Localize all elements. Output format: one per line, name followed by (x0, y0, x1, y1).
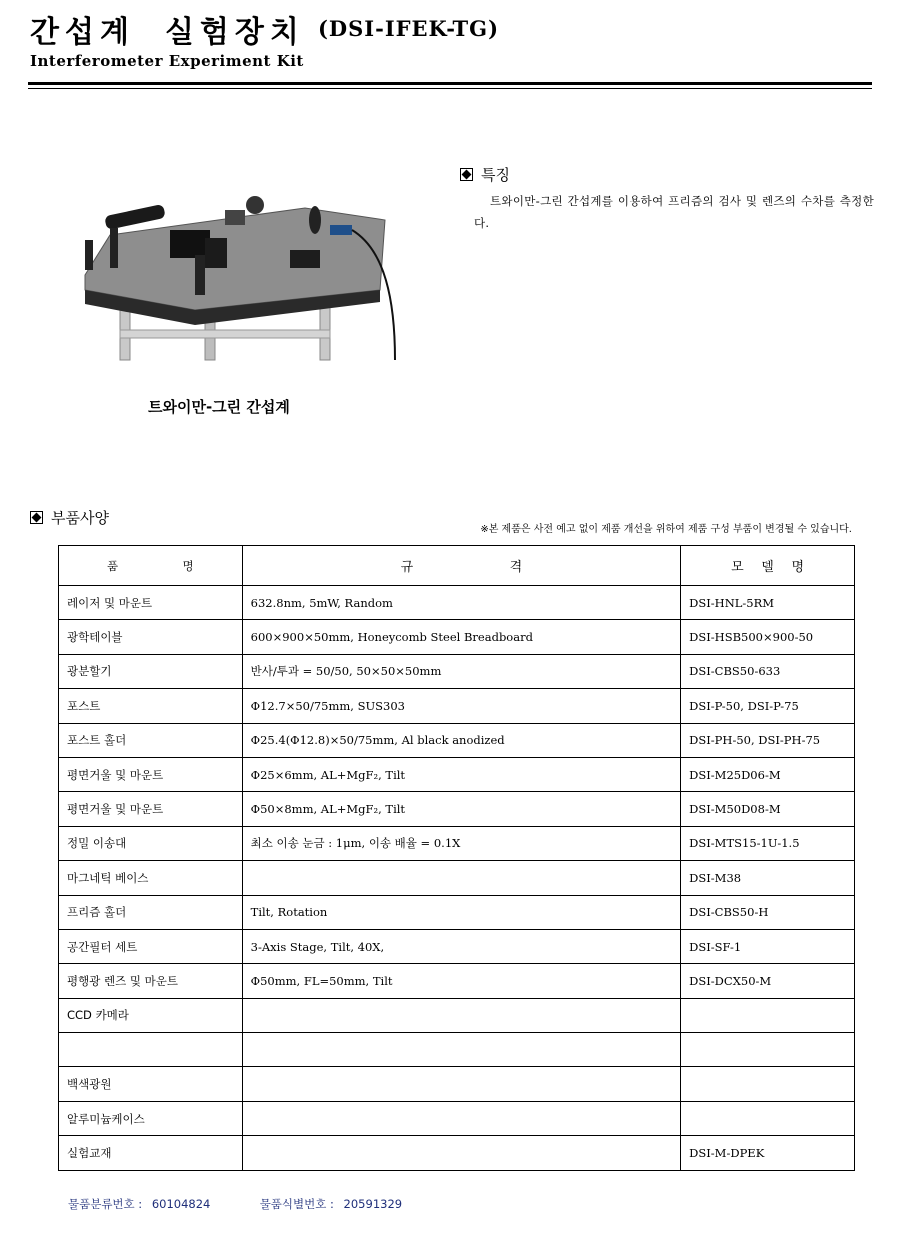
cell-spec: Φ25×6mm, AL+MgF₂, Tilt (242, 757, 681, 791)
cell-spec (242, 998, 681, 1032)
diamond-bullet-icon (30, 511, 43, 524)
parts-table (58, 545, 855, 1171)
cell-spec: Φ50×8mm, AL+MgF₂, Tilt (242, 792, 681, 826)
cell-item-name: 백색광원 (59, 1067, 243, 1101)
table-frame-bar (120, 330, 330, 338)
features-text: 트와이만-그린 간섭계를 이용하여 프리즘의 검사 및 렌즈의 수차를 측정한다. (474, 194, 874, 230)
stage (290, 250, 320, 268)
table-row (59, 723, 855, 757)
cell-spec: Φ25.4(Φ12.8)×50/75mm, Al black anodized (242, 723, 681, 757)
table-row (59, 826, 855, 860)
table-row (59, 998, 855, 1032)
header-item-name: 품 명 (59, 546, 243, 586)
cell-model (681, 998, 855, 1032)
title-korean-part-1: 간섭계 (30, 15, 135, 50)
table-row (59, 895, 855, 929)
title-rule-thin (28, 88, 872, 89)
cell-item-name: 평면거울 및 마운트 (59, 792, 243, 826)
mirror (246, 196, 264, 214)
cell-model: DSI-HSB500×900-50 (681, 620, 855, 654)
cell-spec: 600×900×50mm, Honeycomb Steel Breadboard (242, 620, 681, 654)
cell-spec: 3-Axis Stage, Tilt, 40X, (242, 929, 681, 963)
mount (225, 210, 245, 225)
table-row (59, 1067, 855, 1101)
cell-spec: Tilt, Rotation (242, 895, 681, 929)
parts-heading-label: 부품사양 (51, 509, 109, 527)
cell-item-name: 포스트 (59, 689, 243, 723)
table-row (59, 586, 855, 620)
table-header-row (59, 546, 855, 586)
cell-spec: 최소 이송 눈금 : 1μm, 이송 배율 = 0.1X (242, 826, 681, 860)
cell-item-name: 실험교재 (59, 1136, 243, 1170)
cell-spec: Φ50mm, FL=50mm, Tilt (242, 964, 681, 998)
post (110, 228, 118, 268)
title-korean (30, 14, 305, 52)
post (195, 255, 205, 295)
post (85, 240, 93, 270)
cell-item-name (59, 1033, 243, 1067)
class-number-value: 60104824 (151, 1197, 211, 1211)
mount (205, 238, 227, 268)
cell-item-name: 공간필터 세트 (59, 929, 243, 963)
laser-tube (104, 204, 166, 230)
table-row (59, 1033, 855, 1067)
table-row (59, 620, 855, 654)
table-row (59, 792, 855, 826)
cell-item-name: 마그네틱 베이스 (59, 861, 243, 895)
lens (309, 206, 321, 234)
cell-model: DSI-P-50, DSI-P-75 (681, 689, 855, 723)
page-title (30, 14, 499, 52)
cell-spec: Φ12.7×50/75mm, SUS303 (242, 689, 681, 723)
id-number-label: 물품식별번호 : (259, 1197, 334, 1211)
title-korean-part-2: 실험장치 (164, 15, 305, 50)
id-number-value: 20591329 (343, 1197, 403, 1211)
cell-item-name: 포스트 홀더 (59, 723, 243, 757)
camera (330, 225, 352, 235)
cell-model: DSI-M25D06-M (681, 757, 855, 791)
table-row (59, 1136, 855, 1170)
features-heading (460, 164, 510, 185)
cell-model: DSI-M38 (681, 861, 855, 895)
table-row (59, 861, 855, 895)
cell-spec (242, 1067, 681, 1101)
diamond-bullet-icon (460, 168, 473, 181)
cell-model: DSI-M50D08-M (681, 792, 855, 826)
cell-model: DSI-HNL-5RM (681, 586, 855, 620)
cell-item-name: 알루미늄케이스 (59, 1101, 243, 1135)
cell-model: DSI-MTS15-1U-1.5 (681, 826, 855, 860)
title-model-code: (DSI-IFEK-TG) (317, 16, 500, 41)
header-spec: 규 격 (242, 546, 681, 586)
cell-spec (242, 1136, 681, 1170)
table-row (59, 689, 855, 723)
cell-model: DSI-CBS50-633 (681, 654, 855, 688)
cell-spec (242, 861, 681, 895)
cell-model: DSI-CBS50-H (681, 895, 855, 929)
cell-item-name: 평행광 렌즈 및 마운트 (59, 964, 243, 998)
cell-model (681, 1033, 855, 1067)
class-number-label: 물품분류번호 : (68, 1197, 143, 1211)
photo-caption: 트와이만-그린 간섭계 (148, 398, 290, 416)
cell-item-name: 광학테이블 (59, 620, 243, 654)
cell-model: DSI-DCX50-M (681, 964, 855, 998)
cell-item-name: 평면거울 및 마운트 (59, 757, 243, 791)
parts-table-body (59, 586, 855, 1171)
table-row (59, 757, 855, 791)
cell-item-name: 광분할기 (59, 654, 243, 688)
table-row (59, 654, 855, 688)
cell-spec: 632.8nm, 5mW, Random (242, 586, 681, 620)
cell-model (681, 1067, 855, 1101)
cell-model (681, 1101, 855, 1135)
cell-model: DSI-PH-50, DSI-PH-75 (681, 723, 855, 757)
features-heading-label: 특징 (481, 166, 510, 184)
cell-model: DSI-SF-1 (681, 929, 855, 963)
header-model: 모 델 명 (681, 546, 855, 586)
cell-item-name: CCD 카메라 (59, 998, 243, 1032)
table-row (59, 964, 855, 998)
cell-item-name: 레이저 및 마운트 (59, 586, 243, 620)
cell-spec (242, 1101, 681, 1135)
footer-codes (68, 1196, 408, 1212)
title-rule-thick (28, 82, 872, 85)
title-english: Interferometer Experiment Kit (30, 52, 304, 70)
cell-item-name: 정밀 이송대 (59, 826, 243, 860)
table-row (59, 929, 855, 963)
parts-heading (30, 507, 109, 528)
table-row (59, 1101, 855, 1135)
product-photo (75, 180, 405, 365)
change-notice: ※본 제품은 사전 예고 없이 제품 개선을 위하여 제품 구성 부품이 변경될 수 있습니다. (480, 524, 852, 535)
cell-item-name: 프리즘 홀더 (59, 895, 243, 929)
cell-model: DSI-M-DPEK (681, 1136, 855, 1170)
cell-spec: 반사/투과 = 50/50, 50×50×50mm (242, 654, 681, 688)
cell-spec (242, 1033, 681, 1067)
stage (170, 230, 210, 258)
